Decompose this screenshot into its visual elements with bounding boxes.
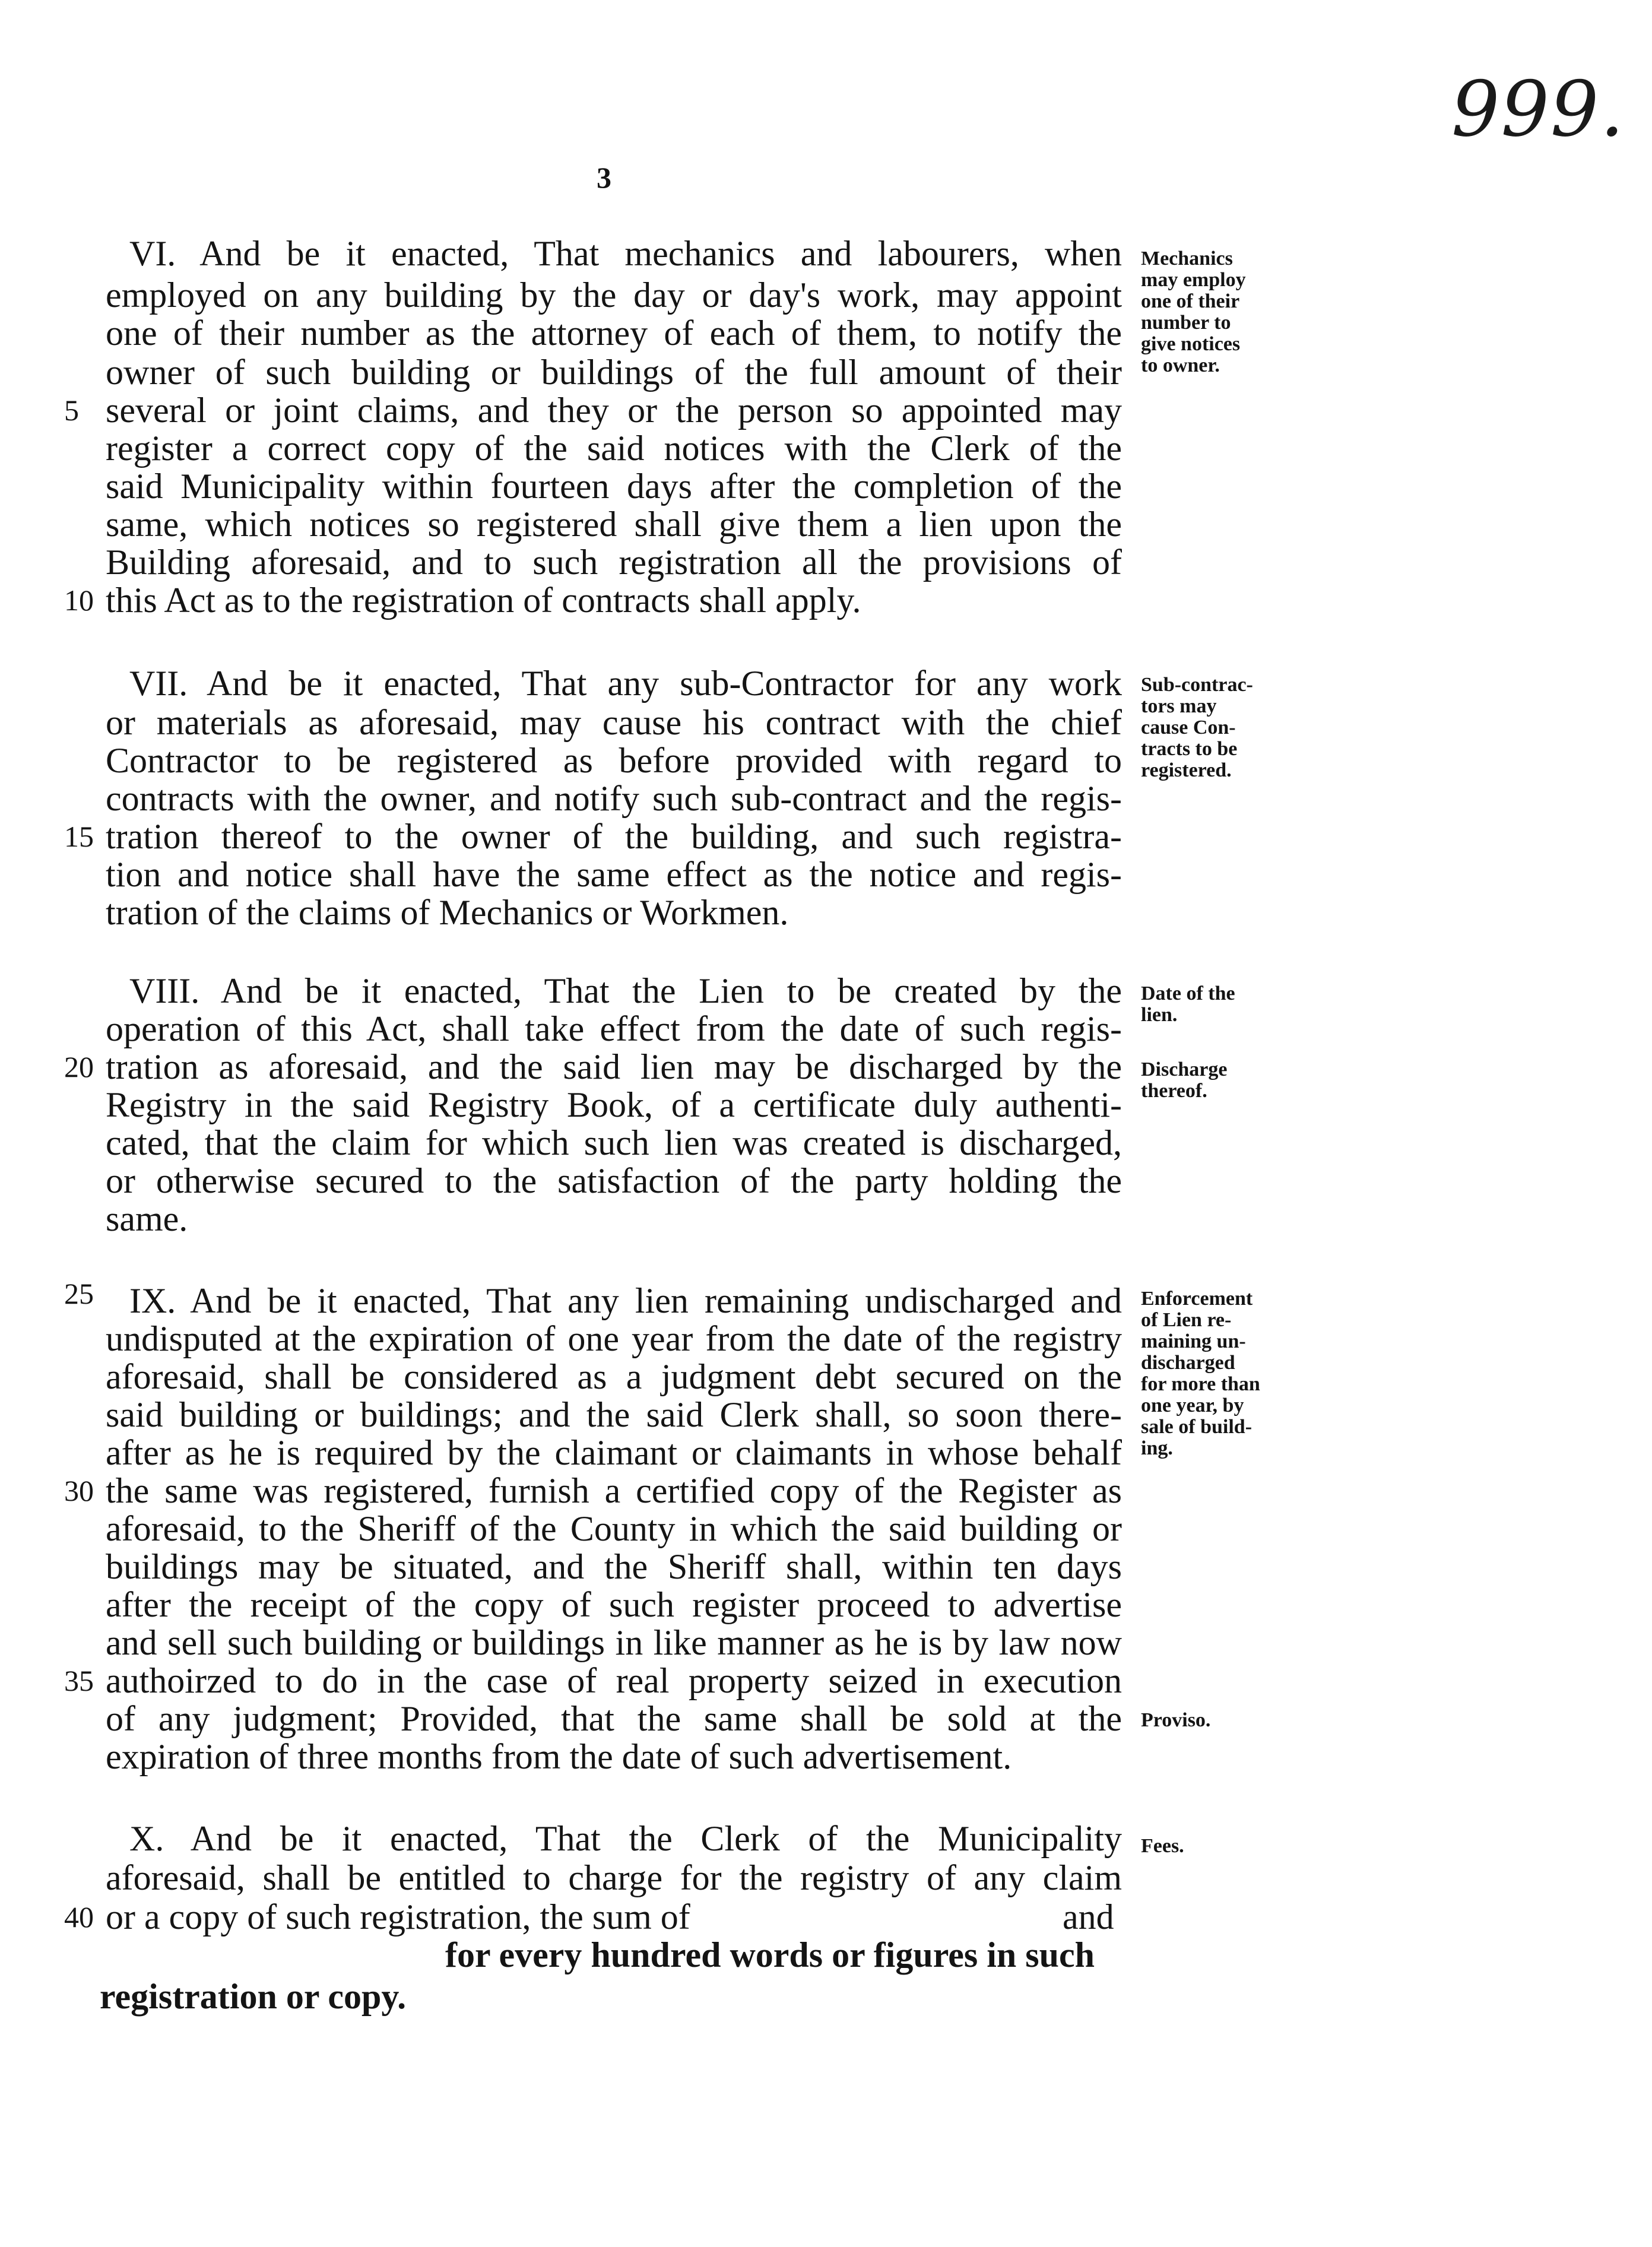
text-line: after as he is required by the claimant or claimants in whose behalf (106, 1433, 1122, 1472)
margin-note-line: of Lien re- (1141, 1309, 1232, 1331)
text-line: or otherwise secured to the satisfaction of the party holding the (106, 1161, 1122, 1200)
margin-note (1141, 674, 1301, 781)
margin-note-line: may employ (1141, 269, 1246, 291)
margin-note-line: Proviso. (1141, 1709, 1211, 1731)
text-line: VII. And be it enacted, That any sub-Contractor for any work (129, 664, 1122, 703)
text-line: expiration of three months from the date of such advertisement. (106, 1737, 1012, 1776)
text-line: operation of this Act, shall take effect from the date of such regis- (106, 1009, 1122, 1048)
text-line: several or joint claims, and they or the person so appointed may (106, 391, 1122, 430)
text-line: cated, that the claim for which such lien was created is discharged, (106, 1123, 1122, 1162)
line-number: 30 (64, 1474, 94, 1507)
text-line: VIII. And be it enacted, That the Lien to be created by the (129, 971, 1122, 1010)
line-number: 35 (64, 1664, 94, 1697)
margin-note-line: registered. (1141, 759, 1232, 781)
text-line: and sell such building or buildings in like manner as he is by law now (106, 1623, 1122, 1662)
margin-note-line: thereof. (1141, 1080, 1207, 1102)
line-number: 5 (64, 394, 79, 427)
text-line: register a correct copy of the said notices with the Clerk of the (106, 429, 1122, 468)
margin-note-line: Discharge (1141, 1058, 1228, 1080)
margin-note-line: tors may (1141, 695, 1217, 717)
margin-note-line: Date of the (1141, 983, 1235, 1004)
text-line: aforesaid, shall be considered as a judgment debt secured on the (106, 1357, 1122, 1396)
text-line: buildings may be situated, and the Sheriff shall, within ten days (106, 1547, 1122, 1586)
margin-note (1141, 248, 1301, 376)
text-line: registration or copy. (100, 1977, 407, 2016)
handwritten-folio-number: 999. (1451, 65, 1625, 154)
margin-note-line: one year, by (1141, 1395, 1244, 1416)
margin-note (1141, 983, 1301, 1026)
text-line: contracts with the owner, and notify such sub-contract and the regis- (106, 779, 1122, 818)
text-line: after the receipt of the copy of such register proceed to advertise (106, 1585, 1122, 1624)
margin-note-line: lien. (1141, 1004, 1178, 1026)
text-line: aforesaid, to the Sheriff of the County in which the said building or (106, 1509, 1122, 1548)
text-line: said Municipality within fourteen days after the completion of the (106, 467, 1122, 506)
margin-note-line: sale of build- (1141, 1416, 1253, 1438)
text-line: the same was registered, furnish a certified copy of the Register as (106, 1471, 1122, 1510)
text-line: one of their number as the attorney of each of them, to notify the (106, 313, 1122, 353)
margin-note-line: cause Con- (1141, 717, 1236, 739)
margin-note-line: discharged (1141, 1352, 1235, 1374)
margin-note-line: one of their (1141, 290, 1240, 312)
margin-note-line: give notices (1141, 333, 1241, 355)
text-line: aforesaid, shall be entitled to charge for the registry of any claim (106, 1858, 1122, 1897)
text-line: employed on any building by the day or day's work, may appoint (106, 275, 1122, 315)
text-line: of any judgment; Provided, that the same shall be sold at the (106, 1699, 1122, 1738)
text-line: same, which notices so registered shall give them a lien upon the (106, 505, 1122, 544)
margin-note-line: number to (1141, 312, 1231, 334)
text-line: or materials as aforesaid, may cause his contract with the chief (106, 703, 1122, 742)
text-line: tration as aforesaid, and the said lien may be discharged by the (106, 1047, 1122, 1086)
margin-note-line: to owner. (1141, 354, 1220, 376)
line-number: 10 (64, 584, 94, 617)
text-line: for every hundred words or figures in such (445, 1935, 1095, 1975)
text-line: X. And be it enacted, That the Clerk of the Municipality (129, 1819, 1122, 1858)
line-number: 15 (64, 820, 94, 853)
text-line: Contractor to be registered as before provided with regard to (106, 741, 1122, 780)
text-line: undisputed at the expiration of one year from the date of the registry (106, 1319, 1122, 1358)
text-line: tration thereof to the owner of the building, and such registra- (106, 817, 1122, 856)
text-line: IX. And be it enacted, That any lien remaining undischarged and (129, 1281, 1122, 1320)
text-line: and (1063, 1897, 1114, 1937)
margin-note-line: Mechanics (1141, 248, 1233, 270)
margin-note-line: Enforcement (1141, 1288, 1253, 1310)
margin-note (1141, 1288, 1301, 1459)
margin-note-line: Fees. (1141, 1835, 1184, 1857)
line-number: 25 (64, 1277, 94, 1310)
text-line: same. (106, 1199, 188, 1238)
text-line: authoirzed to do in the case of real property seized in execution (106, 1661, 1122, 1700)
page-number: 3 (597, 161, 611, 194)
margin-note-line: maining un- (1141, 1330, 1246, 1352)
text-line: or a copy of such registration, the sum of (106, 1897, 690, 1937)
margin-note (1141, 1710, 1301, 1731)
text-line: Building aforesaid, and to such registration all the provisions of (106, 543, 1122, 582)
line-number: 20 (64, 1050, 94, 1083)
margin-note-line: ing. (1141, 1437, 1173, 1459)
margin-note (1141, 1059, 1301, 1102)
margin-note-line: for more than (1141, 1373, 1260, 1395)
text-line: Registry in the said Registry Book, of a certificate duly authenti- (106, 1085, 1122, 1124)
text-line: said building or buildings; and the said Clerk shall, so soon there- (106, 1395, 1122, 1434)
margin-note-line: Sub-contrac- (1141, 674, 1253, 696)
text-line: tration of the claims of Mechanics or Workmen. (106, 893, 789, 932)
margin-note-line: tracts to be (1141, 738, 1238, 760)
line-number: 40 (64, 1900, 94, 1934)
text-line: owner of such building or buildings of the full amount of their (106, 353, 1122, 392)
margin-note (1141, 1836, 1301, 1857)
text-line: VI. And be it enacted, That mechanics and labourers, when (129, 234, 1122, 273)
text-line: tion and notice shall have the same effect as the notice and regis- (106, 855, 1122, 894)
text-line: this Act as to the registration of contracts shall apply. (106, 581, 861, 620)
